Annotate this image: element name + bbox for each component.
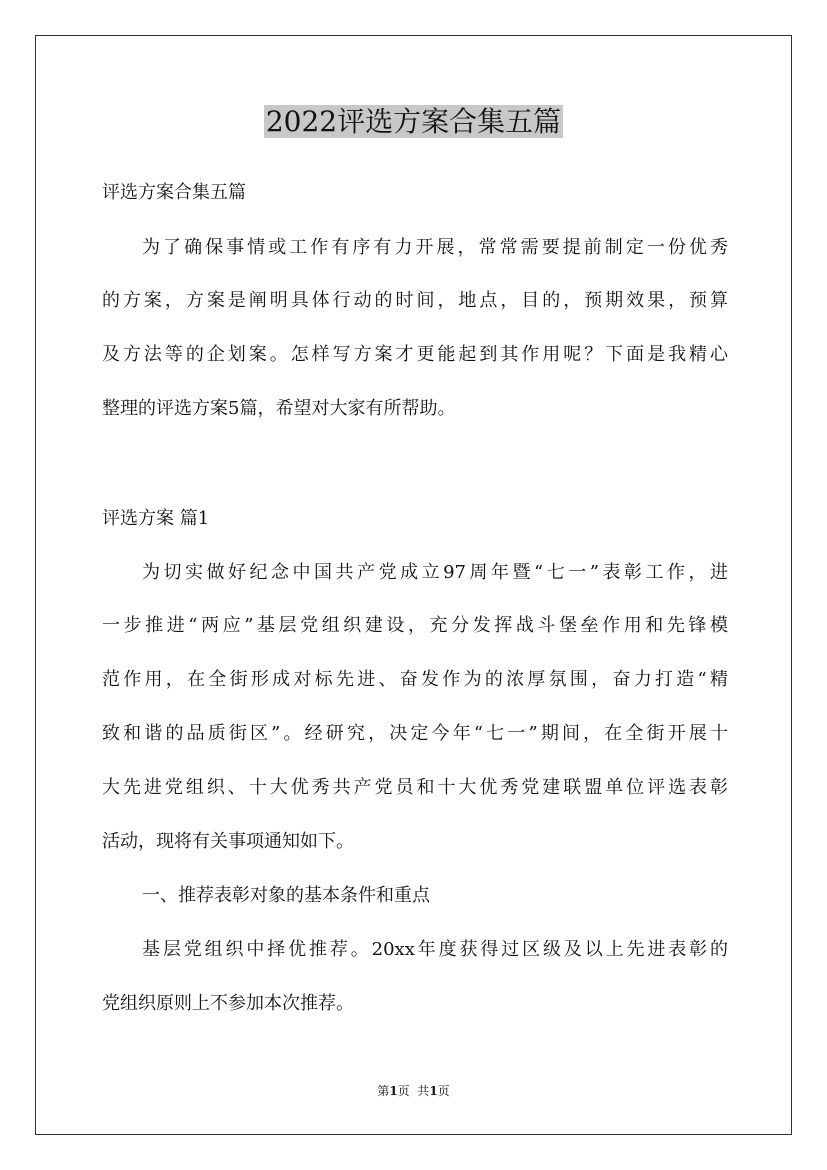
intro-line-4: 整理的评选方案5篇，希望对大家有所帮助。 — [102, 398, 456, 419]
footer-page-total: 1 — [429, 1084, 438, 1098]
section1-para1-line-6: 活动，现将有关事项通知如下。 — [102, 831, 354, 852]
section1-para1-line-3: 范作用，在全街形成对标先进、奋发作为的浓厚氛围，奋力打造“精 — [102, 669, 728, 690]
document-title — [0, 102, 827, 142]
document-title-text: 2022评选方案合集五篇 — [265, 105, 562, 138]
section1-subheading: 一、推荐表彰对象的基本条件和重点 — [142, 885, 430, 906]
intro-line-3: 及方法等的企划案。怎样写方案才更能起到其作用呢？下面是我精心 — [102, 344, 728, 365]
footer-prefix: 第 — [377, 1084, 390, 1098]
section1-para1-line-1: 为切实做好纪念中国共产党成立97周年暨“七一”表彰工作，进 — [142, 562, 728, 583]
section1-para1-line-4: 致和谐的品质街区”。经研究，决定今年“七一”期间，在全街开展十 — [102, 723, 728, 744]
footer-mid: 页 共 — [397, 1084, 430, 1098]
page-footer — [0, 1083, 827, 1099]
intro-line-1: 为了确保事情或工作有序有力开展，常常需要提前制定一份优秀 — [142, 237, 728, 258]
footer-suffix: 页 — [437, 1084, 450, 1098]
intro-heading: 评选方案合集五篇 — [102, 182, 246, 203]
section1-para2-line-2: 党组织原则上不参加本次推荐。 — [102, 993, 354, 1014]
footer-page-current: 1 — [389, 1084, 398, 1098]
section1-heading: 评选方案 篇1 — [102, 508, 210, 529]
section1-para1-line-5: 大先进党组织、十大优秀共产党员和十大优秀党建联盟单位评选表彰 — [102, 777, 728, 798]
section1-para1-line-2: 一步推进“两应”基层党组织建设，充分发挥战斗堡垒作用和先锋模 — [102, 615, 728, 636]
intro-line-2: 的方案，方案是阐明具体行动的时间，地点，目的，预期效果，预算 — [102, 290, 728, 311]
section1-para2-line-1: 基层党组织中择优推荐。20xx年度获得过区级及以上先进表彰的 — [142, 939, 728, 960]
